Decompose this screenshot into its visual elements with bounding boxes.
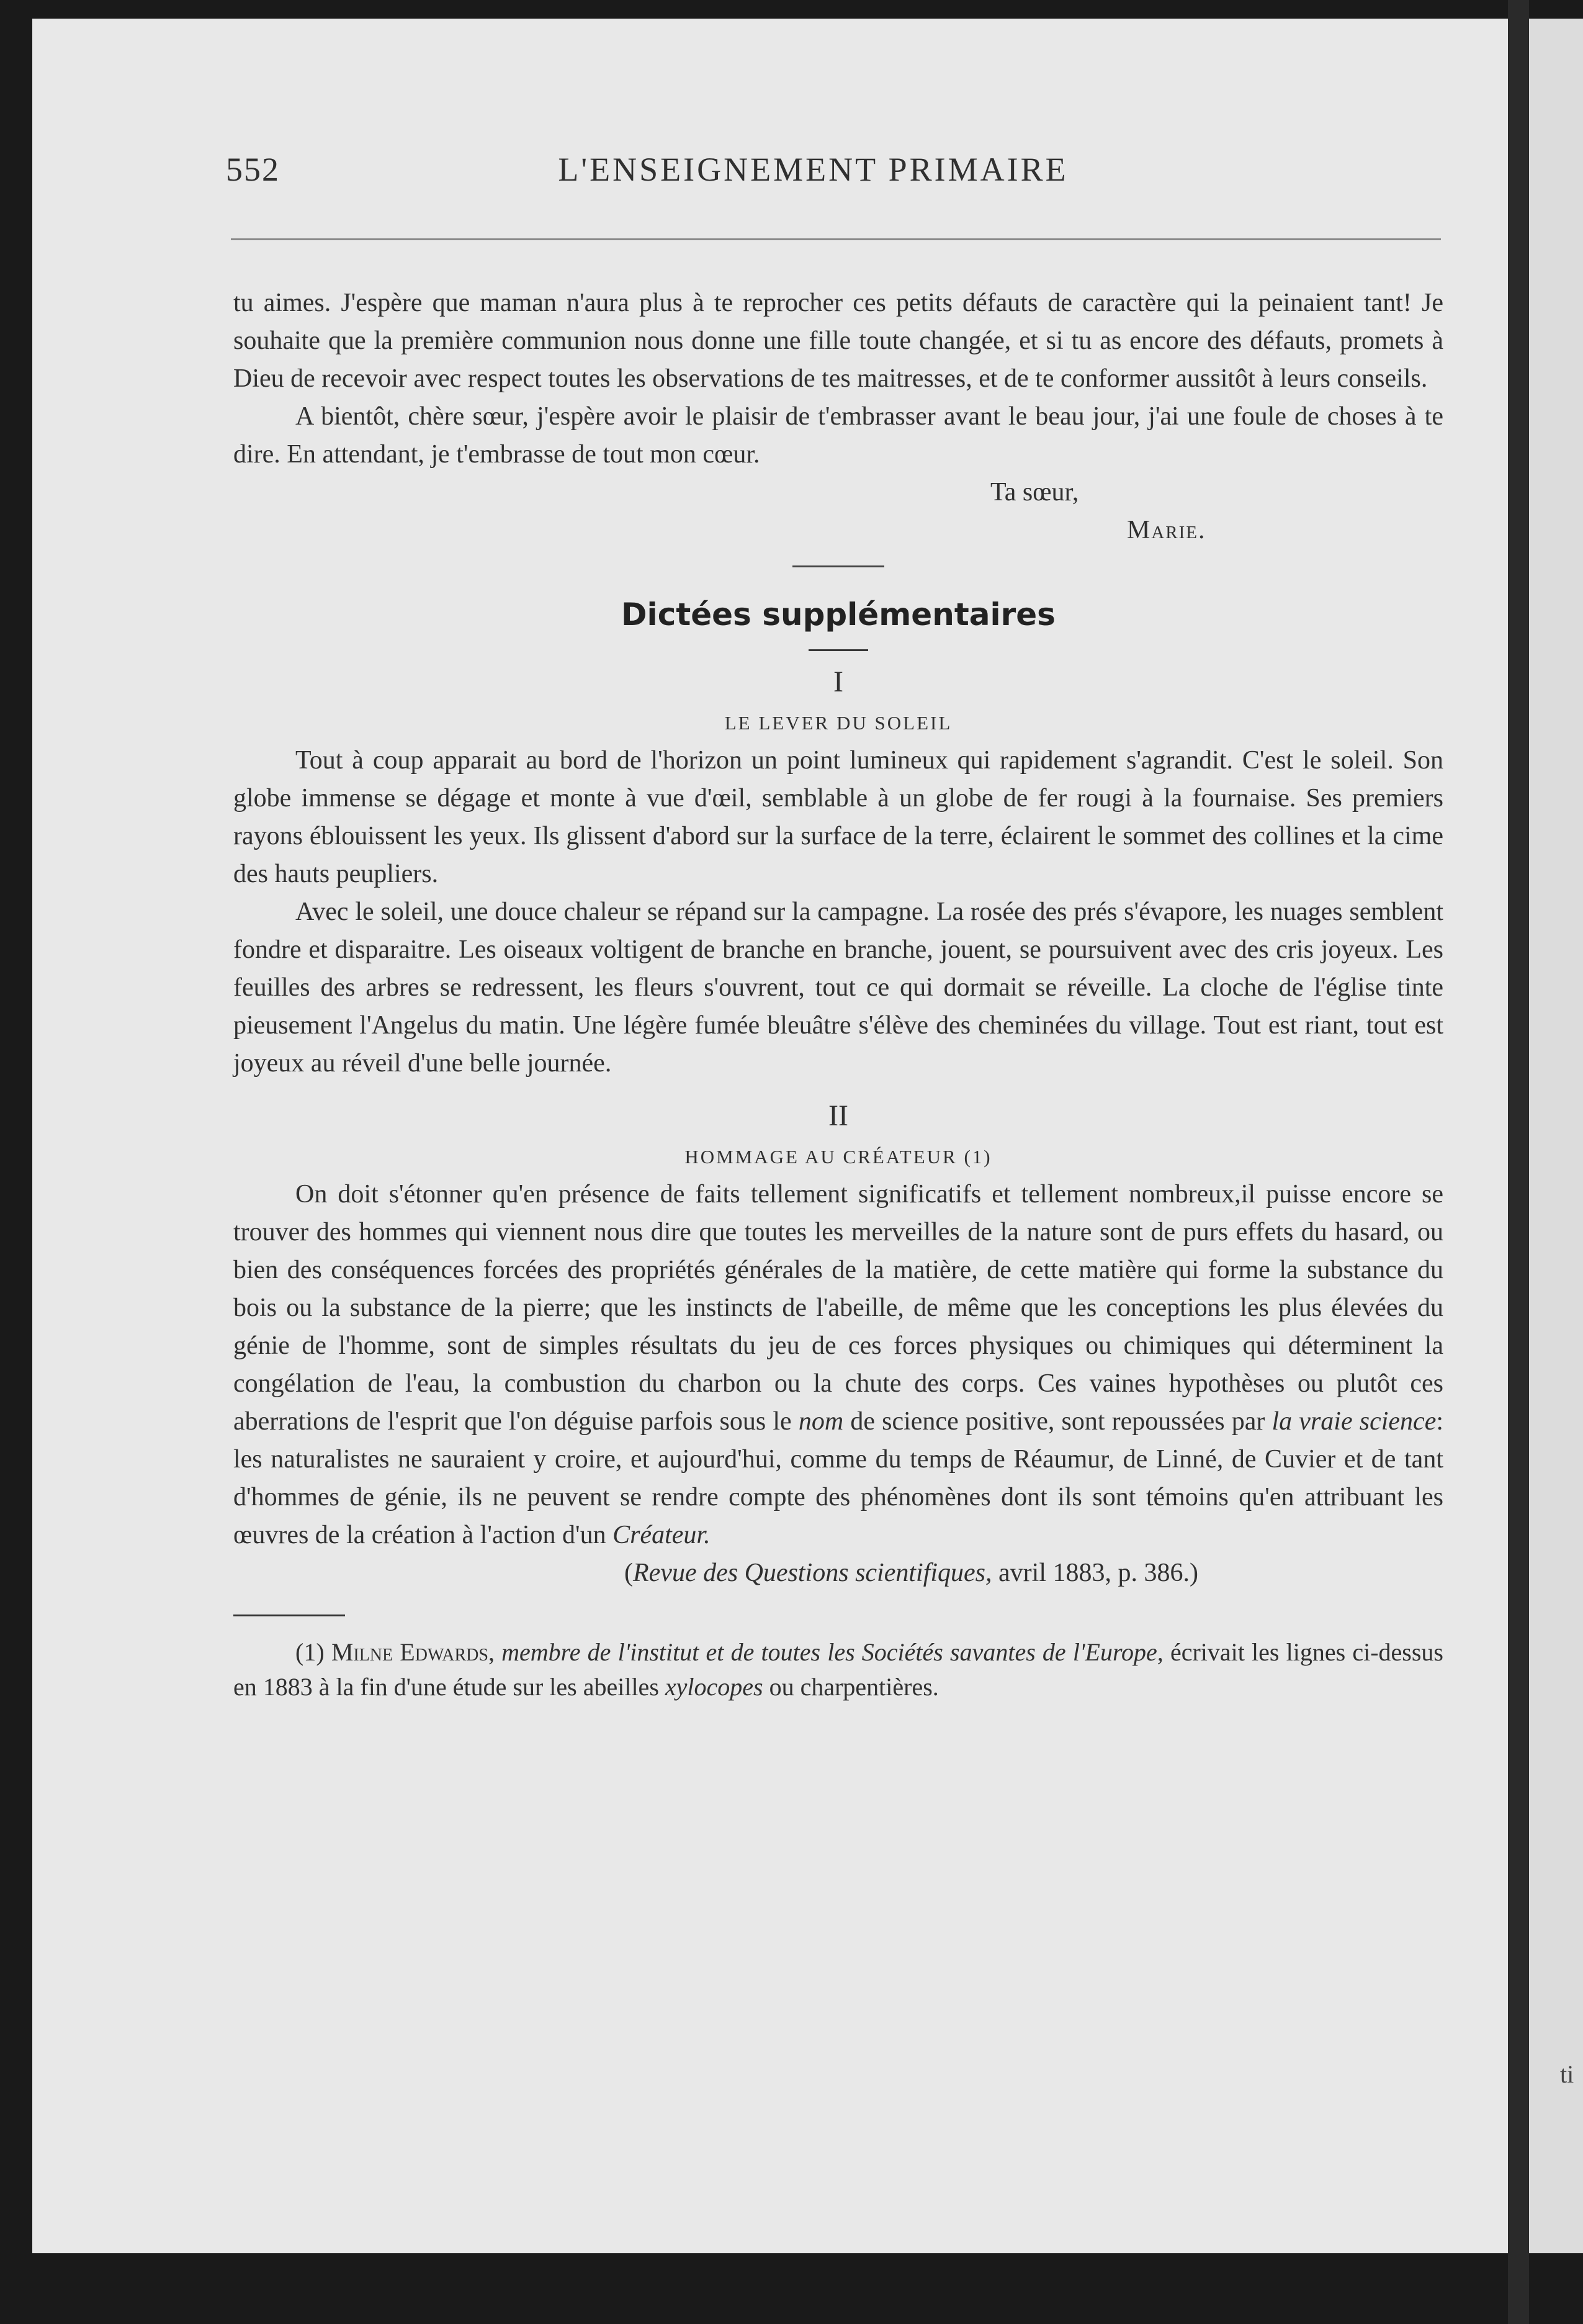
footnote-text-1: écrivait les lignes ci-dessus en 1883 à la fin d'une étude sur les abeilles [233, 1638, 1443, 1701]
letter-signoff: Ta sœur, [990, 478, 1079, 507]
footnote-text-2: ou charpentières. [763, 1673, 939, 1701]
dictee-1-paragraph-2: Avec le soleil, une douce chaleur se répand sur la campagne. La rosée des prés s'évapore, les nuages semblent fondre et disparaitre. Les oiseaux voltigent de branche en branche, jouent, se poursuivent avec des cris joyeux. Les feuilles des arbres se redressent, les fleurs s'ouvrent, tout ce qui dormait se réveille. La cloche de l'église tinte pieusement l'Angelus du matin. Une légère fumée bleuâtre s'élève des cheminées du village. Tout est riant, tout est joyeux au réveil d'une belle journée. [233, 898, 1443, 1078]
dictee-1-paragraph-1: Tout à coup apparait au bord de l'horizon un point lumineux qui rapidement s'agrandit. C'est le soleil. Son globe immense se dégage et monte à vue d'œil, semblable à un globe de fer rougi à la fournaise. Ses premiers rayons éblouissent les yeux. Ils glissent d'abord sur la surface de la terre, éclairent le sommet des collines et la cime des hauts peupliers. [233, 746, 1443, 888]
dictee-1-numeral: I [833, 665, 843, 698]
letter-paragraph-2: A bientôt, chère sœur, j'espère avoir le plaisir de t'embrasser avant le beau jour, j'ai une foule de choses à te dire. En attendant, je t'embrasse de tout mon cœur. [233, 402, 1443, 469]
dictee-1-heading: LE LEVER DU SOLEIL [724, 712, 953, 734]
footnote-species: xylocopes [665, 1673, 763, 1701]
journal-title: L'ENSEIGNEMENT PRIMAIRE [558, 151, 1069, 188]
footnote-author-title: membre de l'institut et de toutes les Sociétés savantes de l'Europe, [494, 1638, 1164, 1666]
source-open-paren: ( [624, 1559, 633, 1587]
footnote [233, 1635, 1443, 1705]
page-body [233, 284, 1443, 1705]
section-title: Dictées supplémentaires [621, 597, 1056, 633]
letter-closing [233, 284, 1443, 549]
dictee-2-italic-vraie-science: la vraie science [1271, 1407, 1437, 1436]
source-date-page: avril 1883, p. 386.) [992, 1559, 1198, 1587]
dictee-2-paragraph [233, 1176, 1443, 1554]
page-number: 552 [226, 151, 280, 188]
source-journal-title: Revue des Questions scientifiques, [633, 1559, 992, 1587]
dictee-2-italic-nom: nom [798, 1407, 844, 1436]
dictee-2-text-part-1: On doit s'étonner qu'en présence de faits tellement significatifs et tellement nombreux,il puisse encore se trouver des hommes qui viennent nous dire que toutes les merveilles de la nature sont de purs effets du hasard, ou bien des conséquences forcées des propriétés générales de la matière, de cette matière qui forme la substance du bois ou la substance de la pierre; que les instincts de l'abeille, de même que les conceptions les plus élevées du génie de l'homme, sont de simples résultats du jeu de ces forces physiques ou chimiques qui déterminent la congélation de l'eau, la combustion du charbon ou la chute des corps. Ces vaines hypothèses ou plutôt ces aberrations de l'esprit que l'on déguise parfois sous le [233, 1180, 1443, 1436]
dictee-2-heading: HOMMAGE AU CRÉATEUR (1) [684, 1146, 992, 1168]
dictee-2-text-part-2: de science positive, sont repoussées par [843, 1407, 1272, 1436]
footnote-author: Milne Edwards, [331, 1638, 495, 1666]
running-head [0, 150, 1583, 194]
section-divider [792, 565, 884, 567]
dictee-1 [233, 660, 1443, 1083]
footnote-rule [233, 1615, 345, 1616]
footnote-marker: (1) [295, 1638, 331, 1666]
adjacent-page-edge [1529, 19, 1583, 2253]
header-rule [231, 238, 1441, 240]
dictee-2 [233, 1094, 1443, 1592]
letter-paragraph-1: tu aimes. J'espère que maman n'aura plus à te reprocher ces petits défauts de caractère qui la peinaient tant! Je souhaite que la première communion nous donne une fille toute changée, et si tu as encore des défauts, promets à Dieu de recevoir avec respect toutes les observations de tes maitresses, et de te conformer aussitôt à leurs conseils. [233, 289, 1443, 393]
title-underline [809, 649, 868, 651]
book-gutter [1508, 0, 1529, 2324]
dictee-2-numeral: II [828, 1099, 848, 1132]
letter-signature: Marie. [1127, 516, 1206, 544]
dictee-2-italic-createur: Créateur. [612, 1521, 711, 1549]
dictee-2-source [233, 1554, 1443, 1592]
adjacent-page-fragment: ti [1560, 2060, 1574, 2088]
dictee-2-text-part-3: : les naturalistes ne sauraient y croire, et aujourd'hui, comme du temps de Réaumur, de Linné, de Cuvier et de tant d'hommes de génie, ils ne peuvent se rendre compte des phénomènes dont ils sont témoins qu'en attribuant les œuvres de la création à l'action d'un [233, 1407, 1444, 1549]
